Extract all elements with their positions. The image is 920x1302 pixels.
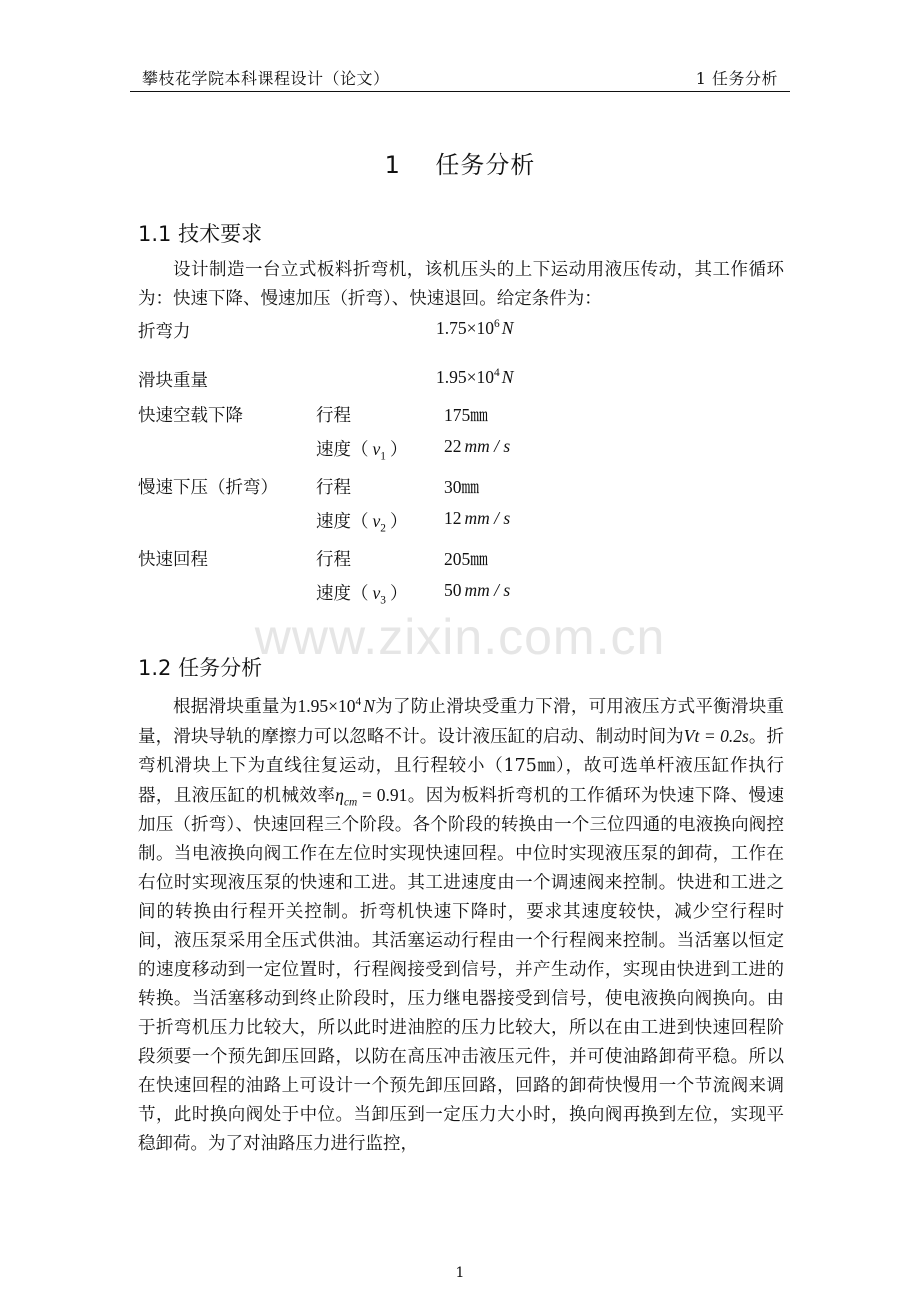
stroke-value: 205㎜	[444, 549, 488, 569]
spec-label: 快速回程	[138, 550, 208, 570]
stroke-label: 行程	[316, 550, 351, 570]
section-heading-1-1: 1.1 技术要求	[138, 222, 263, 246]
speed-value: 50 mm / s	[444, 580, 511, 600]
spec-value: $1.75\times 10^6$ N	[436, 318, 514, 338]
page-header-left: 攀枝花学院本科课程设计（论文）	[142, 69, 390, 88]
spec-label: 滑块重量	[138, 371, 208, 391]
stroke-value: 30㎜	[444, 477, 479, 497]
speed-label: 速度（ $v_2$ ）	[316, 511, 408, 535]
spec-label: 折弯力	[138, 322, 191, 342]
stroke-label: 行程	[316, 478, 351, 498]
spec-label: 快速空载下降	[138, 406, 243, 426]
section1-intro-paragraph: 设计制造一台立式板料折弯机，该机压头的上下运动用液压传动，其工作循环为：快速下降、慢速加压（折弯）、快速退回。给定条件为：	[138, 260, 784, 309]
section2-body-paragraph: 根据滑块重量为$1.95\times 10^4$ N为了防止滑块受重力下滑，可用液压方式平衡滑块重量，滑块导轨的摩擦力可以忽略不计。设计液压缸的启动、制动时间为Vt = 0.2s。折弯机滑块上下为直线往复运动，且行程较小（175㎜），故可选单杆液压缸作执行器，且液压缸的机械效率$\eta_{cm} = 0.91$。因为板料折弯机的工作循环为快速下降、慢速加压（折弯）、快速回程三个阶段。各个阶段的转换由一个三位四通的电液换向阀控制。当电液换向阀工作在左位时实现快速回程。中位时实现液压泵的卸荷，工作在右位时实现液压泵的快速和工进。其工进速度由一个调速阀来控制。快进和工进之间的转换由行程开关控制。折弯机快速下降时，要求其速度较快，减少空行程时间，液压泵采用全压式供油。其活塞运动行程由一个行程阀来控制。当活塞以恒定的速度移动到一定位置时，行程阀接受到信号，并产生动作，实现由快进到工进的转换。当活塞移动到终止阶段时，压力继电器接受到信号，使电液换向阀换向。由于折弯机压力比较大，所以此时进油腔的压力比较大，所以在由工进到快速回程阶段须要一个预先卸压回路，以防在高压冲击液压元件，并可使油路卸荷平稳。所以在快速回程的油路上可设计一个预先卸压回路，回路的卸荷快慢用一个节流阀来调节，此时换向阀处于中位。当卸压到一定压力大小时，换向阀再换到左位，实现平稳卸荷。为了对油路压力进行监控，	[138, 696, 785, 1154]
speed-value: 12 mm / s	[444, 508, 511, 528]
header-rule	[130, 91, 790, 92]
speed-label: 速度（ $v_3$ ）	[316, 583, 408, 607]
stroke-label: 行程	[316, 406, 351, 426]
page-number: 1	[455, 1265, 465, 1281]
chapter-title: 1 任务分析	[384, 151, 536, 179]
spec-label: 慢速下压（折弯）	[138, 478, 278, 498]
speed-value: 22 mm / s	[444, 436, 511, 456]
spec-value: $1.95\times 10^4$ N	[436, 367, 514, 387]
section-heading-1-2: 1.2 任务分析	[138, 656, 263, 680]
watermark: www.zixin.com.cn	[254, 609, 666, 665]
speed-label: 速度（ $v_1$ ）	[316, 439, 408, 463]
stroke-value: 175㎜	[444, 405, 488, 425]
page-header-right: 1 任务分析	[695, 69, 778, 88]
